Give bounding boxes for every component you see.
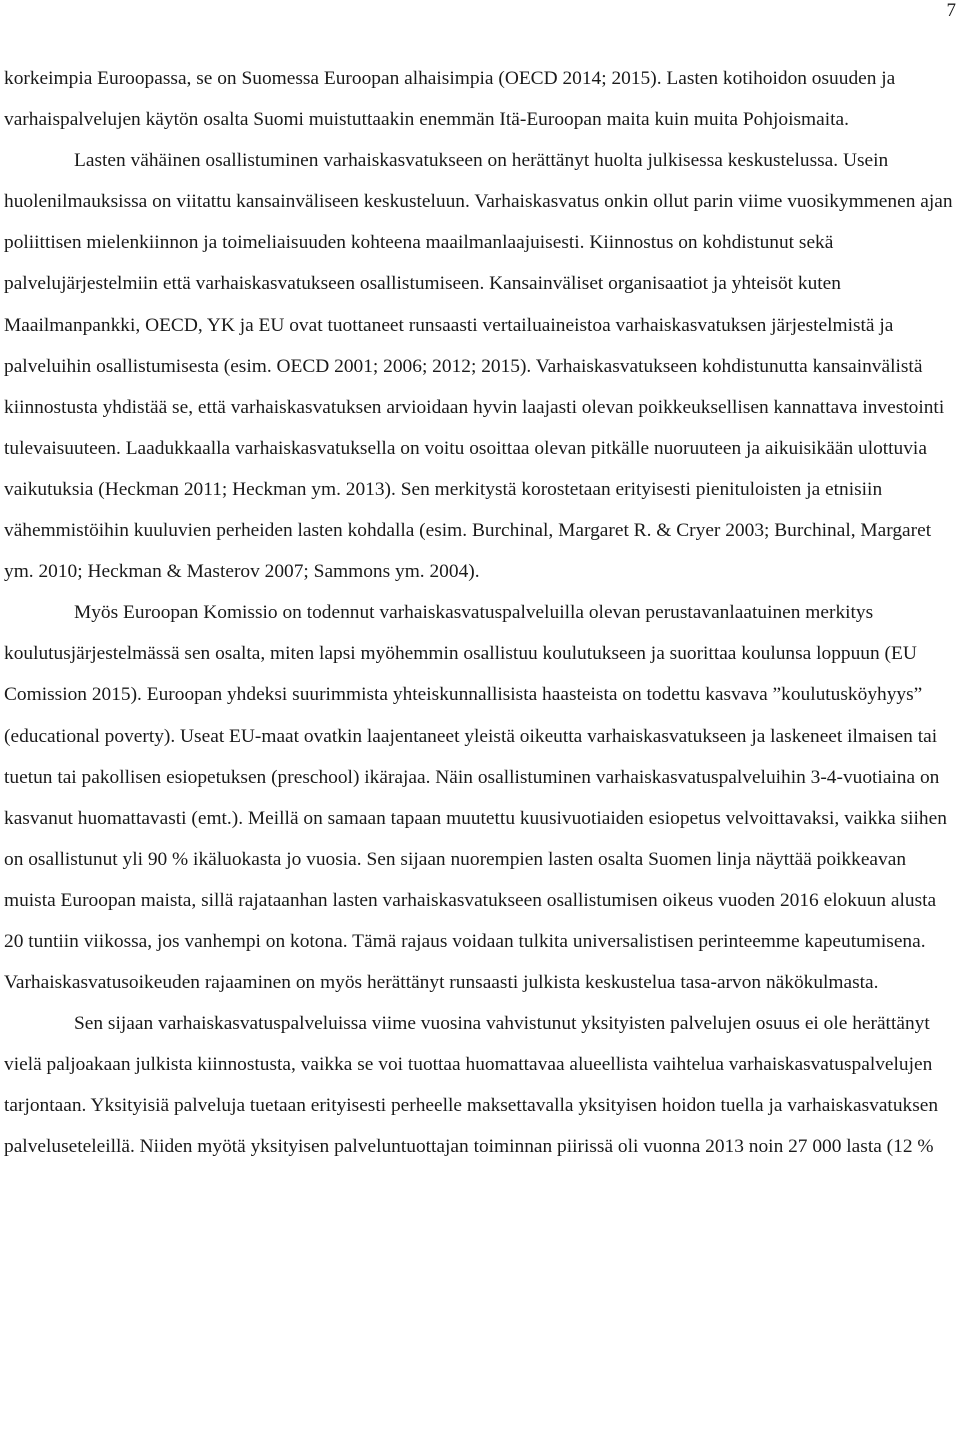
paragraph-public-discussion: Lasten vähäinen osallistuminen varhaiskasvatukseen on herättänyt huolta julkisessa keskustelussa. Usein huolenilmauksissa on viitattu kansainväliseen keskusteluun. Varhaiskasvatus onkin ollut parin viime vuosikymmenen ajan poliittisen mielenkiinnon ja toimeliaisuuden kohteena maailmanlaajuisesti. Kiinnostus on kohdistunut sekä palvelujärjestelmiin että varhaiskasvatukseen osallistumiseen. Kansainväliset organisaatiot ja yhteisöt kuten Maailmanpankki, OECD, YK ja EU ovat tuottaneet runsaasti vertailuaineistoa varhaiskasvatuksen järjestelmistä ja palveluihin osallistumisesta (esim. OECD 2001; 2006; 2012; 2015). Varhaiskasvatukseen kohdistunutta kansainvälistä kiinnostusta yhdistää se, että varhaiskasvatuksen arvioidaan hyvin laajasti olevan poikkeuksellisen kannattava investointi tulevaisuuteen. Laadukkaalla varhaiskasvatuksella on voitu osoittaa olevan pitkälle nuoruuteen ja aikuisikään ulottuvia vaikutuksia (Heckman 2011; Heckman ym. 2013). Sen merkitystä korostetaan erityisesti pienituloisten ja etnisiin vähemmistöihin kuuluvien perheiden lasten kohdalla (esim. Burchinal, Margaret R. & Cryer 2003; Burchinal, Margaret ym. 2010; Heckman & Masterov 2007; Sammons ym. 2004).: [4, 150, 953, 583]
paragraph-continuation: korkeimpia Euroopassa, se on Suomessa Euroopan alhaisimpia (OECD 2014; 2015). Lasten kotihoidon osuuden ja varhaispalvelujen käytön osalta Suomi muistuttaakin enemmän Itä-Euroopan maita kuin muita Pohjoismaita.: [4, 68, 896, 131]
document-body: [4, 58, 958, 1168]
paragraph-european-commission: Myös Euroopan Komissio on todennut varhaiskasvatuspalveluilla olevan perustavanlaatuinen merkitys koulutusjärjestelmässä sen osalta, miten lapsi myöhemmin osallistuu koulutukseen ja suorittaa koulunsa loppuun (EU Comission 2015). Euroopan yhdeksi suurimmista yhteiskunnallisista haasteista on todettu kasvava ”koulutusköyhyys” (educational poverty). Useat EU-maat ovatkin laajentaneet yleistä oikeutta varhaiskasvatukseen ja laskeneet ilmaisen tai tuetun tai pakollisen esiopetuksen (preschool) ikärajaa. Näin osallistuminen varhaiskasvatuspalveluihin 3-4-vuotiaina on kasvanut huomattavasti (emt.). Meillä on samaan tapaan muutettu kuusivuotiaiden esiopetus velvoittavaksi, vaikka siihen on osallistunut yli 90 % ikäluokasta jo vuosia. Sen sijaan nuorempien lasten osalta Suomen linja näyttää poikkeavan muista Euroopan maista, sillä rajataanhan lasten varhaiskasvatukseen osallistumisen oikeus vuoden 2016 elokuun alusta 20 tuntiin viikossa, jos vanhempi on kotona. Tämä rajaus voidaan tulkita universalistisen perinteemme kapeutumisena. Varhaiskasvatusoikeuden rajaaminen on myös herättänyt runsaasti julkista keskustelua tasa-arvon näkökulmasta.: [4, 602, 947, 994]
page-number: 7: [946, 0, 956, 21]
paragraph-private-services: Sen sijaan varhaiskasvatuspalveluissa viime vuosina vahvistunut yksityisten palvelujen osuus ei ole herättänyt vielä paljoakaan julkista kiinnostusta, vaikka se voi tuottaa huomattavaa alueellista vaihtelua varhaiskasvatuspalvelujen tarjontaan. Yksityisiä palveluja tuetaan erityisesti perheelle maksettavalla yksityisen hoidon tuella ja varhaiskasvatuksen palveluseteleillä. Niiden myötä yksityisen palveluntuottajan toiminnan piirissä oli vuonna 2013 noin 27 000 lasta (12 %: [4, 1013, 939, 1158]
